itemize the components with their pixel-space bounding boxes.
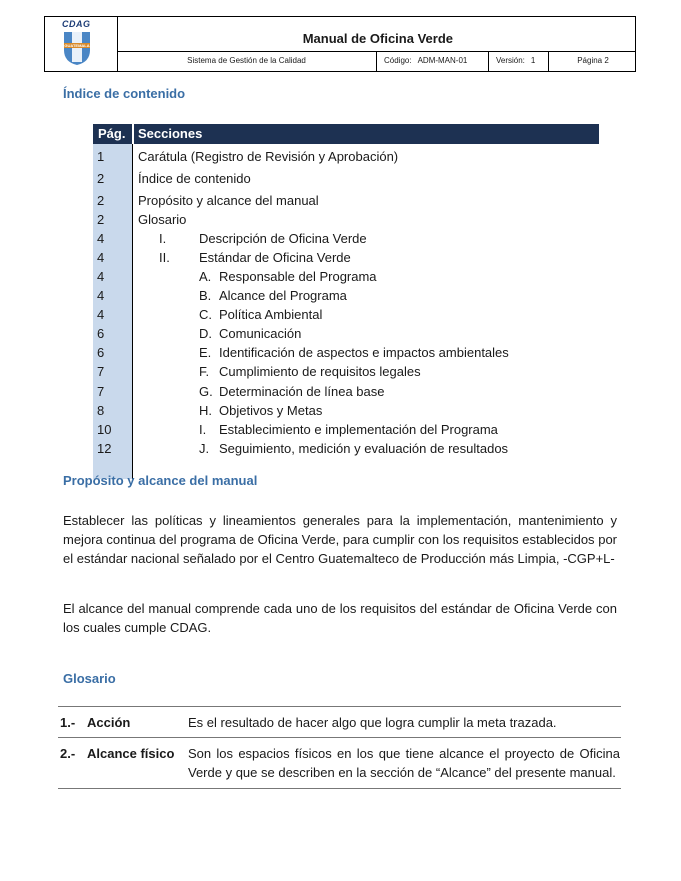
index-row-page: 4 bbox=[97, 288, 105, 303]
index-row-text: Política Ambiental bbox=[219, 307, 323, 322]
index-row-page: 4 bbox=[97, 250, 105, 265]
index-row-number: C. bbox=[199, 307, 212, 322]
index-row-page: 10 bbox=[97, 422, 112, 437]
title-cell bbox=[117, 17, 635, 52]
glossary-item-number: 1.- bbox=[60, 715, 76, 730]
shield-text: GUATEMALA bbox=[64, 43, 90, 48]
code-label: Código: bbox=[384, 56, 412, 65]
system-name: Sistema de Gestión de la Calidad bbox=[117, 51, 377, 71]
index-row-number: E. bbox=[199, 345, 212, 360]
index-row-number: I. bbox=[159, 231, 167, 246]
glossary-item-number: 2.- bbox=[60, 746, 76, 761]
index-row-text: Glosario bbox=[138, 212, 187, 227]
scope-paragraph: El alcance del manual comprende cada uno de los requisitos del estándar de Oficina Verde con los cuales cumple CDAG. bbox=[63, 601, 617, 635]
index-row-number: II. bbox=[159, 250, 170, 265]
col-page-header: Pág. bbox=[98, 126, 126, 141]
index-row-page: 7 bbox=[97, 384, 105, 399]
col-sections-header: Secciones bbox=[138, 126, 203, 141]
meta-row bbox=[117, 51, 635, 71]
version-cell bbox=[489, 51, 549, 71]
index-row-page: 4 bbox=[97, 307, 105, 322]
index-row-text: Comunicación bbox=[219, 326, 302, 341]
index-row-text: Objetivos y Metas bbox=[219, 403, 323, 418]
glossary-item bbox=[58, 707, 621, 737]
index-row-text: Determinación de línea base bbox=[219, 384, 385, 399]
logo-cell bbox=[45, 17, 118, 71]
code-cell bbox=[377, 51, 489, 71]
document-title: Manual de Oficina Verde bbox=[302, 31, 453, 46]
index-row-text: Responsable del Programa bbox=[219, 269, 377, 284]
index-row-number: D. bbox=[199, 326, 212, 341]
code-value: ADM-MAN-01 bbox=[417, 56, 468, 65]
index-row-text: Seguimiento, medición y evaluación de resultados bbox=[219, 441, 509, 456]
glossary-item-term: Acción bbox=[87, 715, 131, 730]
version-label: Versión: bbox=[496, 56, 525, 65]
index-row-text: Propósito y alcance del manual bbox=[138, 193, 319, 208]
version-value: 1 bbox=[530, 56, 536, 65]
purpose-paragraph: Establecer las políticas y lineamientos generales para la implementación, mantenimiento y mejora continua del programa de Oficina Verde, para cumplir con los requisitos establecidos por el estándar nacional señalado por el Centro Guatemalteco de Producción más Limpia, -CGP+L- bbox=[63, 513, 617, 566]
index-row-page: 6 bbox=[97, 345, 105, 360]
glossary-item-term: Alcance físico bbox=[87, 746, 175, 761]
index-row-text: Establecimiento e implementación del Programa bbox=[219, 422, 498, 437]
index-table bbox=[93, 124, 599, 456]
index-row-number: J. bbox=[199, 441, 210, 456]
index-row-page: 4 bbox=[97, 269, 105, 284]
index-row-text: Alcance del Programa bbox=[219, 288, 347, 303]
purpose-heading: Propósito y alcance del manual bbox=[63, 473, 258, 488]
index-row-page: 2 bbox=[97, 193, 105, 208]
index-row-page: 2 bbox=[97, 171, 105, 186]
index-row-page: 12 bbox=[97, 441, 112, 456]
glossary-heading: Glosario bbox=[63, 671, 116, 686]
cdag-shield-icon bbox=[62, 30, 92, 66]
document-header bbox=[44, 16, 636, 72]
index-row-number: F. bbox=[199, 364, 210, 379]
index-row-text: Índice de contenido bbox=[138, 171, 251, 186]
cdag-logo-text: CDAG bbox=[62, 19, 91, 29]
page-number: Página 2 bbox=[577, 56, 609, 65]
index-heading: Índice de contenido bbox=[63, 86, 186, 101]
glossary-item-definition: Son los espacios físicos en los que tiene alcance el proyecto de Oficina Verde y que se describen en la sección de “Alcance” del presente manual. bbox=[188, 746, 620, 780]
glossary-table bbox=[58, 706, 621, 789]
glossary-item-definition: Es el resultado de hacer algo que logra cumplir la meta trazada. bbox=[188, 715, 557, 730]
index-row-text: Identificación de aspectos e impactos ambientales bbox=[219, 345, 509, 360]
index-table-header bbox=[93, 124, 599, 144]
index-row-number: I. bbox=[199, 422, 207, 437]
index-row-number: G. bbox=[199, 384, 213, 399]
index-row-page: 2 bbox=[97, 212, 105, 227]
index-row-text: Carátula (Registro de Revisión y Aprobación) bbox=[138, 149, 399, 164]
index-row-page: 7 bbox=[97, 364, 105, 379]
index-row-page: 1 bbox=[97, 149, 105, 164]
index-row-number: A. bbox=[199, 269, 212, 284]
index-row-number: B. bbox=[199, 288, 212, 303]
index-row-page: 6 bbox=[97, 326, 105, 341]
index-row-text: Descripción de Oficina Verde bbox=[199, 231, 367, 246]
glossary-item bbox=[58, 738, 621, 788]
index-row-text: Cumplimiento de requisitos legales bbox=[219, 364, 421, 379]
index-row-page: 4 bbox=[97, 231, 105, 246]
index-row-page: 8 bbox=[97, 403, 105, 418]
index-row-number: H. bbox=[199, 403, 212, 418]
index-row-text: Estándar de Oficina Verde bbox=[199, 250, 351, 265]
